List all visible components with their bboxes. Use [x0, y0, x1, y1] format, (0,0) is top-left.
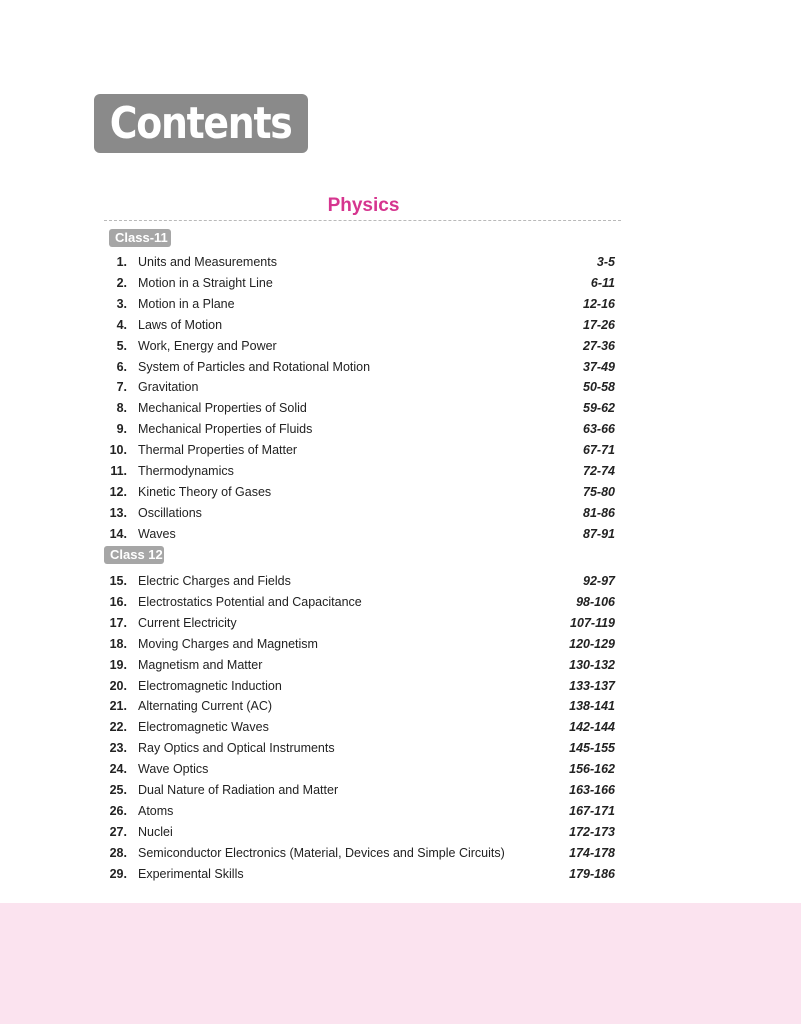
- chapter-title: Dual Nature of Radiation and Matter: [138, 783, 339, 797]
- toc-entry: [0, 759, 801, 779]
- toc-entry: [0, 377, 801, 397]
- chapter-number: 19.: [109, 658, 127, 672]
- chapter-pages: 167-171: [569, 804, 615, 818]
- chapter-pages: 156-162: [569, 762, 615, 776]
- chapter-pages: 142-144: [569, 720, 615, 734]
- toc-entry: [0, 738, 801, 758]
- chapter-pages: 3-5: [596, 255, 615, 269]
- chapter-pages: 75-80: [583, 485, 615, 499]
- chapter-pages: 120-129: [569, 637, 615, 651]
- chapter-title: Kinetic Theory of Gases: [138, 485, 272, 499]
- chapter-number: 11.: [110, 464, 127, 478]
- chapter-number: 10.: [109, 443, 127, 457]
- chapter-title: Semiconductor Electronics (Material, Devices and Simple Circuits): [138, 846, 505, 860]
- chapter-number: 25.: [109, 783, 127, 797]
- chapter-title: Electromagnetic Waves: [138, 720, 269, 734]
- chapter-number: 6.: [116, 360, 127, 374]
- chapter-title: Moving Charges and Magnetism: [138, 637, 318, 651]
- chapter-pages: 172-173: [569, 825, 615, 839]
- chapter-title: Wave Optics: [138, 762, 209, 776]
- chapter-title: Waves: [138, 527, 176, 541]
- chapter-number: 7.: [116, 380, 127, 394]
- toc-entry: [0, 571, 801, 591]
- toc-entry: [0, 843, 801, 863]
- toc-entry: [0, 273, 801, 293]
- chapter-title: Atoms: [138, 804, 174, 818]
- toc-entry: [0, 524, 801, 544]
- chapter-title: Oscillations: [138, 506, 202, 520]
- chapter-number: 8.: [116, 401, 127, 415]
- toc-entry: [0, 780, 801, 800]
- chapter-title: Work, Energy and Power: [138, 339, 277, 353]
- subject-heading: Physics: [327, 195, 400, 216]
- chapter-pages: 133-137: [569, 679, 615, 693]
- toc-entry: [0, 315, 801, 335]
- chapter-pages: 63-66: [583, 422, 615, 436]
- chapter-number: 1.: [116, 255, 127, 269]
- chapter-number: 5.: [116, 339, 127, 353]
- toc-entry: [0, 336, 801, 356]
- chapter-number: 17.: [109, 616, 127, 630]
- contents-header-box: [94, 94, 308, 153]
- chapter-number: 4.: [116, 318, 127, 332]
- toc-entry: [0, 461, 801, 481]
- chapter-pages: 107-119: [570, 616, 615, 630]
- chapter-pages: 81-86: [583, 506, 615, 520]
- dashed-divider: [104, 220, 621, 221]
- toc-entry: [0, 482, 801, 502]
- chapter-number: 9.: [116, 422, 127, 436]
- chapter-pages: 145-155: [569, 741, 615, 755]
- chapter-pages: 59-62: [583, 401, 615, 415]
- chapter-title: Gravitation: [138, 380, 199, 394]
- chapter-title: Current Electricity: [138, 616, 237, 630]
- chapter-number: 23.: [109, 741, 127, 755]
- chapter-title: Units and Measurements: [138, 255, 277, 269]
- toc-entry: [0, 294, 801, 314]
- chapter-number: 3.: [116, 297, 127, 311]
- chapter-pages: 27-36: [583, 339, 615, 353]
- toc-entry: [0, 676, 801, 696]
- chapter-pages: 130-132: [569, 658, 615, 672]
- chapter-title: Electrostatics Potential and Capacitance: [138, 595, 362, 609]
- toc-entry: [0, 357, 801, 377]
- chapter-pages: 37-49: [583, 360, 615, 374]
- chapter-number: 22.: [109, 720, 127, 734]
- footer-band: [0, 903, 801, 1024]
- toc-entry: [0, 696, 801, 716]
- chapter-title: System of Particles and Rotational Motion: [138, 360, 371, 374]
- chapter-number: 26.: [109, 804, 127, 818]
- toc-entry: [0, 440, 801, 460]
- chapter-number: 2.: [116, 276, 127, 290]
- chapter-number: 21.: [109, 699, 127, 713]
- chapter-number: 28.: [109, 846, 127, 860]
- toc-entry: [0, 801, 801, 821]
- toc-entry: [0, 613, 801, 633]
- page-title: Contents: [110, 98, 292, 149]
- chapter-title: Experimental Skills: [138, 867, 244, 881]
- chapter-title: Thermal Properties of Matter: [138, 443, 298, 457]
- chapter-pages: 12-16: [583, 297, 615, 311]
- chapter-title: Electromagnetic Induction: [138, 679, 282, 693]
- toc-entry: [0, 822, 801, 842]
- chapter-title: Laws of Motion: [138, 318, 223, 332]
- chapter-pages: 87-91: [583, 527, 615, 541]
- chapter-number: 27.: [109, 825, 127, 839]
- toc-entry: [0, 634, 801, 654]
- chapter-number: 24.: [109, 762, 127, 776]
- toc-entry: [0, 592, 801, 612]
- chapter-number: 13.: [109, 506, 127, 520]
- toc-entry: [0, 419, 801, 439]
- chapter-title: Nuclei: [138, 825, 173, 839]
- toc-entry: [0, 398, 801, 418]
- chapter-pages: 174-178: [569, 846, 615, 860]
- chapter-pages: 92-97: [583, 574, 615, 588]
- chapter-title: Mechanical Properties of Solid: [138, 401, 307, 415]
- chapter-pages: 138-141: [569, 699, 615, 713]
- toc-entry: [0, 252, 801, 272]
- chapter-pages: 17-26: [583, 318, 615, 332]
- chapter-pages: 98-106: [576, 595, 615, 609]
- chapter-title: Electric Charges and Fields: [138, 574, 291, 588]
- chapter-pages: 163-166: [569, 783, 615, 797]
- toc-entry: [0, 864, 801, 884]
- section-tag-class-12: Class 12: [104, 546, 164, 564]
- chapter-title: Mechanical Properties of Fluids: [138, 422, 313, 436]
- chapter-title: Thermodynamics: [138, 464, 234, 478]
- chapter-number: 16.: [109, 595, 127, 609]
- chapter-title: Motion in a Straight Line: [138, 276, 273, 290]
- chapter-pages: 179-186: [569, 867, 615, 881]
- chapter-number: 18.: [109, 637, 127, 651]
- chapter-title: Magnetism and Matter: [138, 658, 263, 672]
- chapter-pages: 6-11: [590, 276, 615, 290]
- chapter-number: 29.: [109, 867, 127, 881]
- chapter-number: 12.: [109, 485, 127, 499]
- chapter-number: 15.: [109, 574, 127, 588]
- section-tag-class-11: Class-11: [109, 229, 171, 247]
- chapter-pages: 67-71: [583, 443, 615, 457]
- chapter-title: Ray Optics and Optical Instruments: [138, 741, 335, 755]
- chapter-title: Alternating Current (AC): [138, 699, 273, 713]
- chapter-number: 20.: [109, 679, 127, 693]
- toc-entry: [0, 717, 801, 737]
- toc-entry: [0, 503, 801, 523]
- toc-entry: [0, 655, 801, 675]
- chapter-pages: 50-58: [583, 380, 615, 394]
- chapter-pages: 72-74: [583, 464, 615, 478]
- chapter-number: 14.: [109, 527, 127, 541]
- chapter-title: Motion in a Plane: [138, 297, 235, 311]
